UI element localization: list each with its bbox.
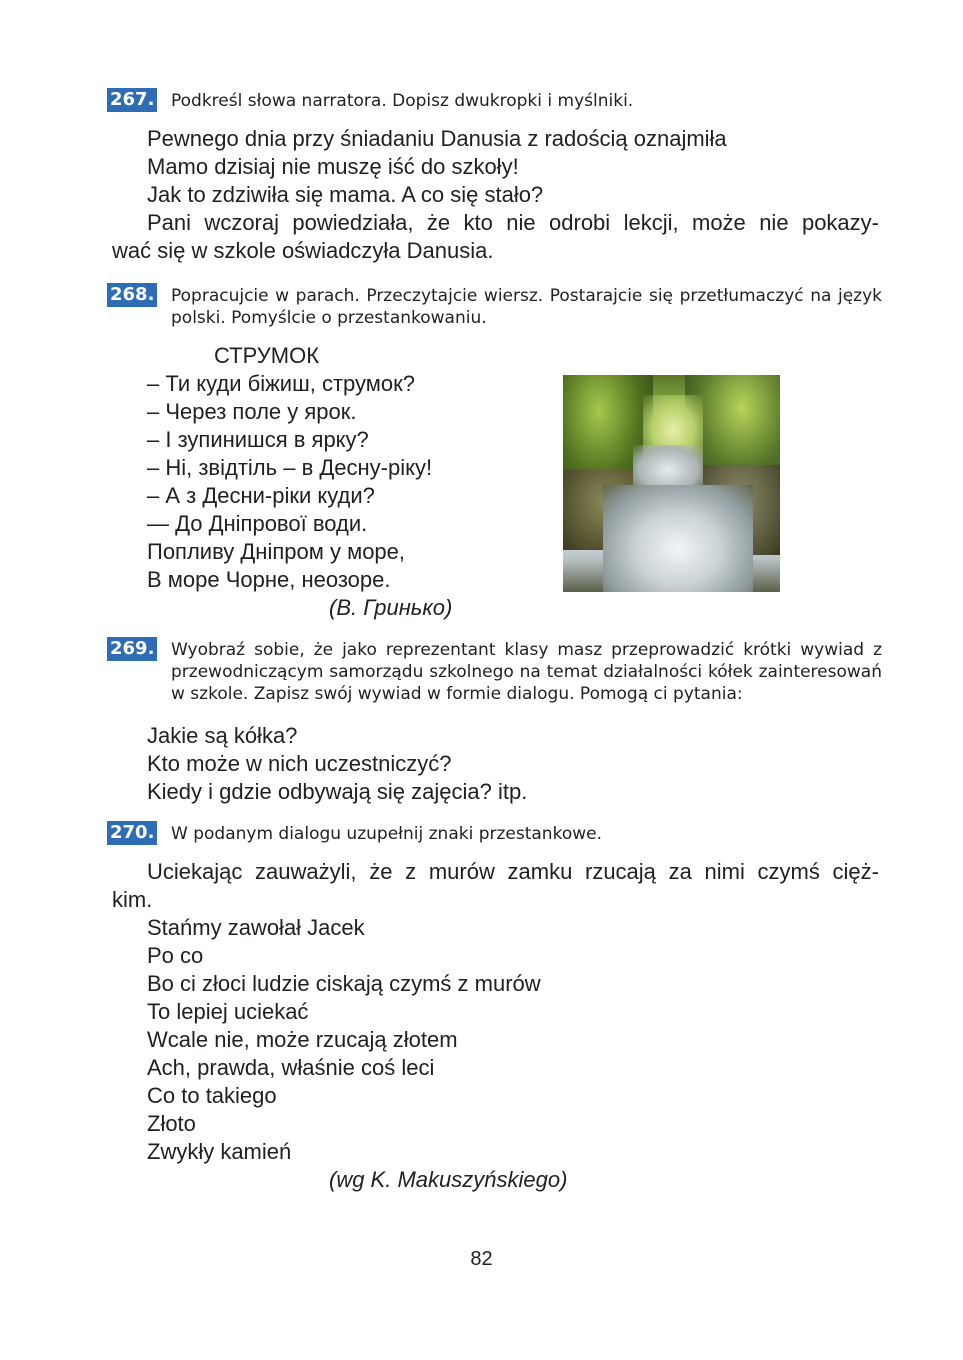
poem-title: СТРУМОК: [214, 343, 320, 368]
dialog-line: Złoto: [147, 1111, 196, 1136]
text-line: Jak to zdziwiła się mama. A co się stało?: [147, 182, 544, 207]
text-line: Pewnego dnia przy śniadaniu Danusia z radością oznajmiła: [147, 126, 727, 151]
dialog-line: Ach, prawda, właśnie coś leci: [147, 1055, 435, 1080]
poem-line: – І зупинишся в ярку?: [147, 427, 369, 452]
poem-author: (В. Гринько): [329, 595, 453, 620]
dialog-line: Zwykły kamień: [147, 1139, 292, 1164]
text-line: kim.: [112, 887, 153, 912]
dialog-line: Wcale nie, może rzucają złotem: [147, 1027, 458, 1052]
exercise-269-header: [107, 637, 882, 707]
question-line: Kto może w nich uczestniczyć?: [147, 751, 452, 776]
text-line: Uciekając zauważyli, że z murów zamku rzucają za nimi czymś cięż-: [147, 859, 879, 884]
dialog-line: Stańmy zawołał Jacek: [147, 915, 365, 940]
dialog-line: Po co: [147, 943, 204, 968]
dialog-line: To lepiej uciekać: [147, 999, 309, 1024]
poem-line: Попливу Дніпром у море,: [147, 539, 406, 564]
text-line: Pani wczoraj powiedziała, że kto nie odrobi lekcji, może nie pokazy-: [147, 210, 879, 235]
text-line: Mamo dzisiaj nie muszę iść do szkoły!: [147, 154, 519, 179]
poem-line: – Ні, звідтіль – в Десну-ріку!: [147, 455, 433, 480]
source-attribution: (wg K. Makuszyńskiego): [329, 1167, 568, 1192]
poem-line: — До Дніпрової води.: [147, 511, 368, 536]
question-line: Kiedy i gdzie odbywają się zajęcia? itp.: [147, 779, 528, 804]
exercise-number: 269.: [107, 637, 157, 661]
dialog-line: Bo ci złoci ludzie ciskają czymś z murów: [147, 971, 541, 996]
question-line: Jakie są kółka?: [147, 723, 298, 748]
page-number: 82: [470, 1248, 493, 1270]
exercise-instruction: W podanym dialogu uzupełnij znaki przestankowe.: [171, 824, 602, 844]
poem-line: – А з Десни-ріки куди?: [147, 483, 375, 508]
poem-line: В море Чорне, неозоре.: [147, 567, 391, 592]
exercise-instruction: Wyobraź sobie, że jako reprezentant klasy masz przeprowadzić krótki wywiad z przewodniczącym samorządu szkolnego na temat działalności kółek zainteresowań w szkole. Zapisz swój wywiad w formie dialogu. Pomogą ci pytania:: [171, 640, 882, 704]
exercise-268-header: [107, 283, 882, 331]
exercise-instruction: Podkreśl słowa narratora. Dopisz dwukropki i myślniki.: [171, 91, 634, 111]
poem-line: – Через поле у ярок.: [147, 399, 357, 424]
stream-photo: [563, 375, 780, 592]
exercise-number: 270.: [107, 821, 157, 845]
dialog-line: Co to takiego: [147, 1083, 277, 1108]
exercise-270-header: [107, 821, 882, 847]
poem-line: – Ти куди біжиш, струмок?: [147, 371, 416, 396]
exercise-267-header: [107, 88, 882, 114]
exercise-number: 268.: [107, 283, 157, 307]
exercise-instruction: Popracujcie w parach. Przeczytajcie wiersz. Postarajcie się przetłumaczyć na język polski. Pomyślcie o przestankowaniu.: [171, 286, 882, 328]
text-line: wać się w szkole oświadczyła Danusia.: [112, 238, 494, 263]
exercise-number: 267.: [107, 88, 157, 112]
